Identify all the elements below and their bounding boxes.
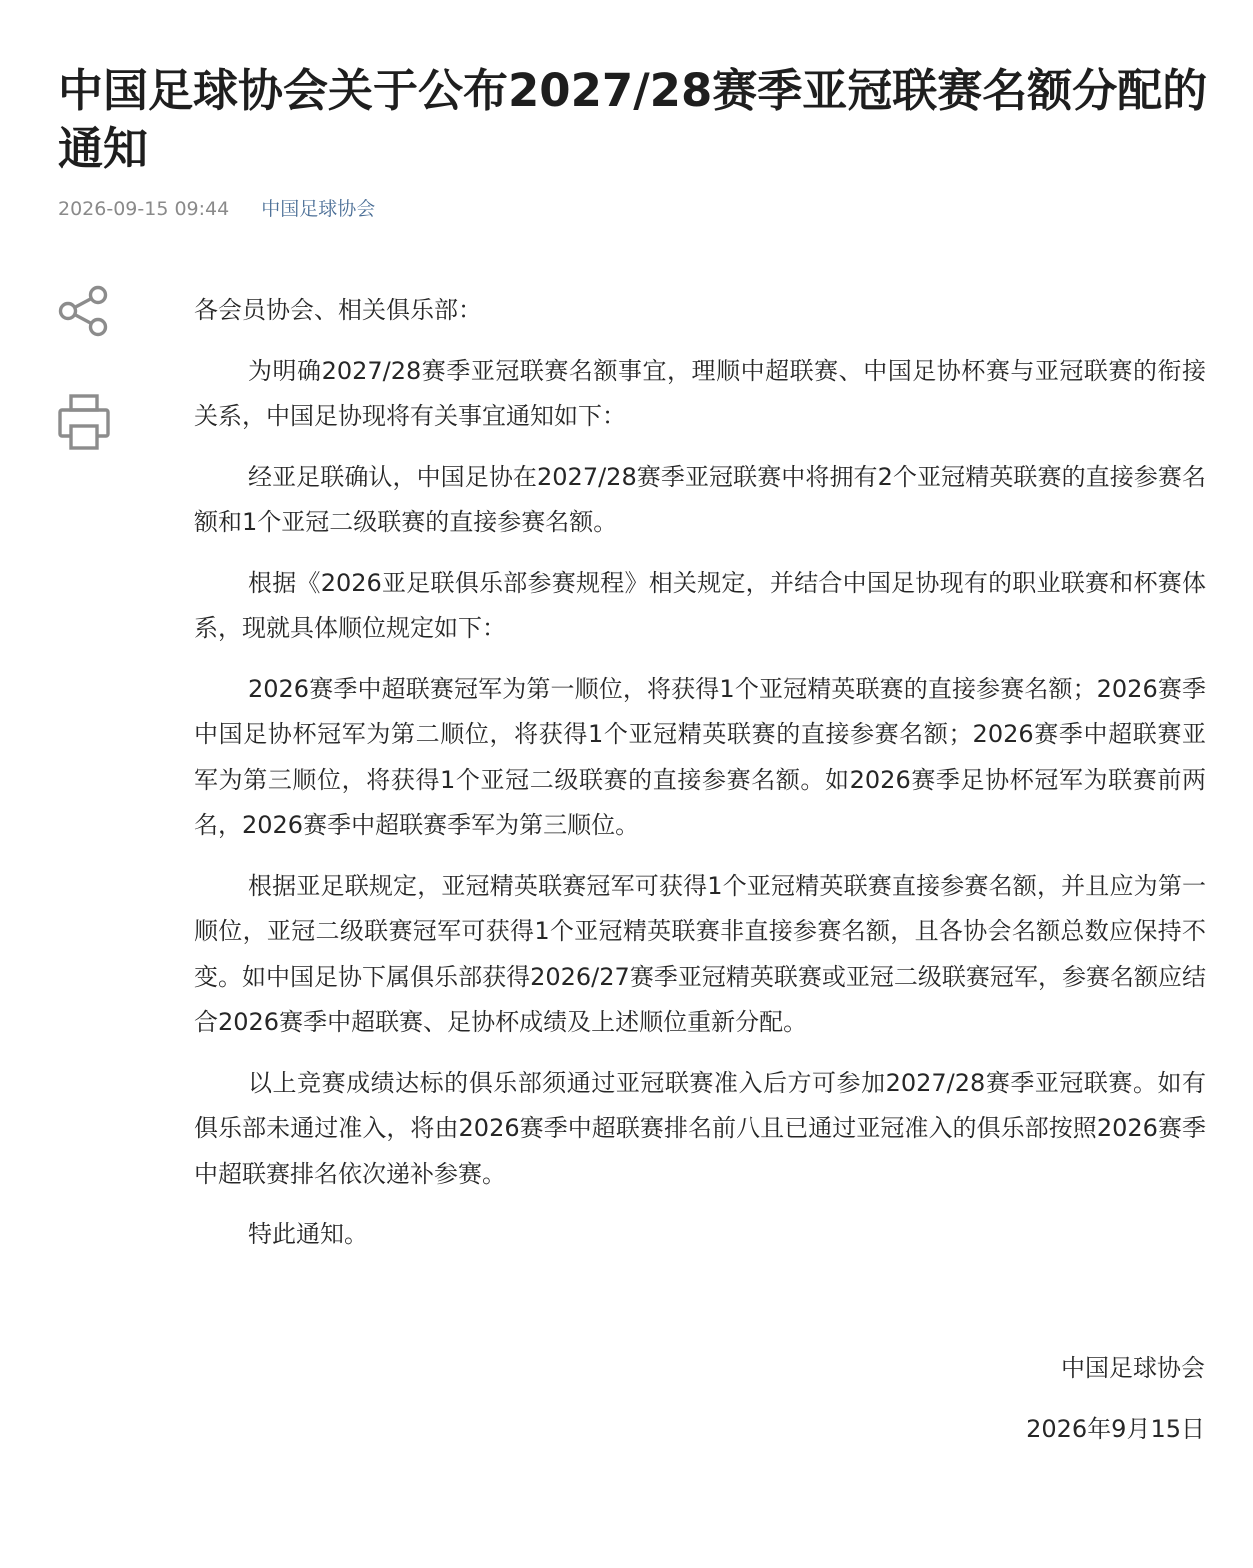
source-link[interactable]: 中国足球协会: [261, 198, 376, 220]
body-paragraph-5: 根据亚足联规定，亚冠精英联赛冠军可获得1个亚冠精英联赛直接参赛名额，并且应为第一顺位，亚冠二级联赛冠军可获得1个亚冠精英联赛非直接参赛名额，且各协会名额总数应保持不变。如中国足协下属俱乐部获得2026/27赛季亚冠精英联赛或亚冠二级联赛冠军，参赛名额应结合2026赛季中超联赛、足协杯成绩及上述顺位重新分配。: [194, 871, 1206, 1036]
article-toolbar: [54, 282, 116, 452]
share-icon[interactable]: [54, 282, 114, 342]
body-paragraph-2: 经亚足联确认，中国足协在2027/28赛季亚冠联赛中将拥有2个亚冠精英联赛的直接参赛名额和1个亚冠二级联赛的直接参赛名额。: [194, 462, 1206, 536]
body-paragraph-1: 为明确2027/28赛季亚冠联赛名额事宜，理顺中超联赛、中国足协杯赛与亚冠联赛的衔接关系，中国足协现将有关事宜通知如下：: [194, 356, 1206, 430]
body-paragraph-6: 以上竞赛成绩达标的俱乐部须通过亚冠联赛准入后方可参加2027/28赛季亚冠联赛。如有俱乐部未通过准入，将由2026赛季中超联赛排名前八且已通过亚冠准入的俱乐部按照2026赛季中超联赛排名依次递补参赛。: [194, 1068, 1206, 1188]
signature-date: 2026年9月15日: [1026, 1415, 1205, 1443]
print-icon[interactable]: [54, 392, 114, 452]
signature-org: 中国足球协会: [1061, 1354, 1205, 1382]
article-meta: [58, 196, 375, 222]
salutation: 各会员协会、相关俱乐部：: [194, 296, 482, 324]
article-body: [194, 288, 1206, 1273]
publish-datetime: 2026-09-15 09:44: [58, 198, 230, 220]
body-paragraph-4: 2026赛季中超联赛冠军为第一顺位，将获得1个亚冠精英联赛的直接参赛名额；2026赛季中国足协杯冠军为第二顺位，将获得1个亚冠精英联赛的直接参赛名额；2026赛季中超联赛亚军为第三顺位，将获得1个亚冠二级联赛的直接参赛名额。如2026赛季足协杯冠军为联赛前两名，2026赛季中超联赛季军为第三顺位。: [194, 674, 1206, 839]
article-title: 中国足球协会关于公布2027/28赛季亚冠联赛名额分配的通知: [58, 64, 1208, 175]
signature-block: [1026, 1338, 1205, 1460]
closing-line: 特此通知。: [248, 1220, 368, 1248]
body-paragraph-3: 根据《2026亚足联俱乐部参赛规程》相关规定，并结合中国足协现有的职业联赛和杯赛体系，现就具体顺位规定如下：: [194, 568, 1206, 642]
